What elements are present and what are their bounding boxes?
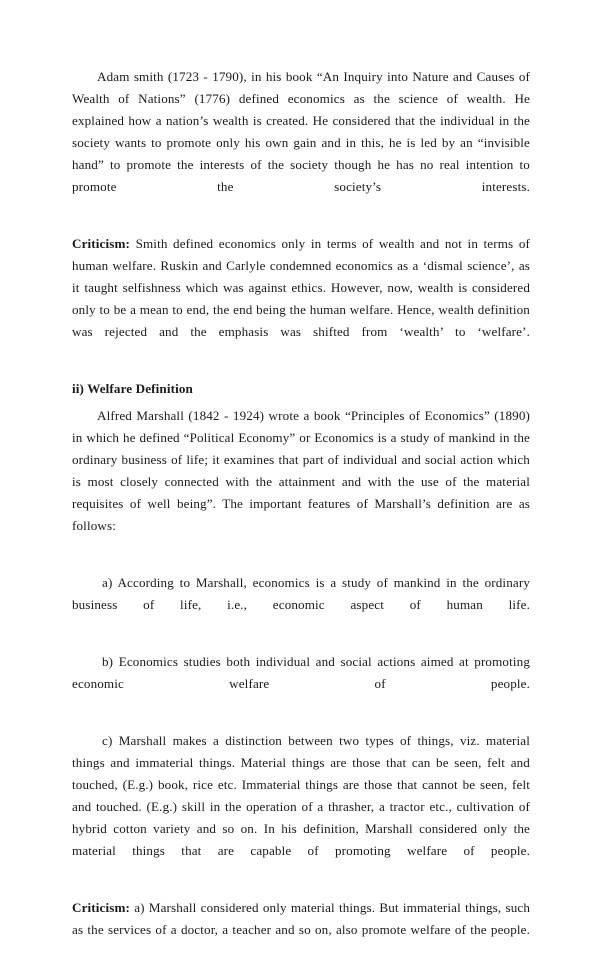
criticism-body-smith: Smith defined economics only in terms of wealth and not in terms of human welfare. Ruskin and Carlyle condemned economics as a ‘dismal science’, as it taught selfishness which was against ethics. However, now, wealth is considered only to be a mean to end, the end being the human welfare. Hence, wealth definition was rejected and the emphasis was shifted from ‘wealth’ to ‘welfare’. (72, 236, 530, 339)
paragraph-alfred-marshall: Alfred Marshall (1842 - 1924) wrote a book “Principles of Economics” (1890) in which he defined “Political Economy” or Economics is a study of mankind in the ordinary business of life; it examines that part of individual and social action which is most closely connected with the attainment and with the use of the material requisites of well being”. The important features of Marshall’s definition are as follows: (72, 408, 530, 533)
heading-welfare-definition: ii) Welfare Definition (72, 381, 193, 396)
list-item-a: a) According to Marshall, economics is a study of mankind in the ordinary business of life, i.e., economic aspect of human life. (72, 575, 530, 612)
document-text-column (72, 66, 530, 963)
criticism-label-smith: Criticism: (72, 236, 131, 251)
criticism-label-marshall: Criticism: (72, 900, 131, 915)
criticism-body-marshall: a) Marshall considered only material things. But immaterial things, such as the services of a doctor, a teacher and so on, also promote welfare of the people. (72, 900, 530, 937)
paragraph-criticism-smith (72, 233, 530, 365)
list-item-b: b) Economics studies both individual and social actions aimed at promoting economic welfare of people. (72, 654, 530, 691)
paragraph-adam-smith: Adam smith (1723 - 1790), in his book “An Inquiry into Nature and Causes of Wealth of Nations” (1776) defined economics as the science of wealth. He explained how a nation’s wealth is created. He considered that the individual in the society wants to promote only his own gain and in this, he is led by an “invisible hand” to promote the interests of the society though he has no real intention to promote the society’s interests. (72, 69, 530, 194)
list-item-c: c) Marshall makes a distinction between two types of things, viz. material things and immaterial things. Material things are those that can be seen, felt and touched, (E.g.) book, rice etc. Immaterial things are those that cannot be seen, felt and touched. (E.g.) skill in the operation of a thrasher, a tractor etc., cultivation of hybrid cotton variety and so on. In his definition, Marshall considered only the material things that are capable of promoting welfare of people. (72, 733, 530, 858)
paragraph-criticism-marshall (72, 897, 530, 963)
